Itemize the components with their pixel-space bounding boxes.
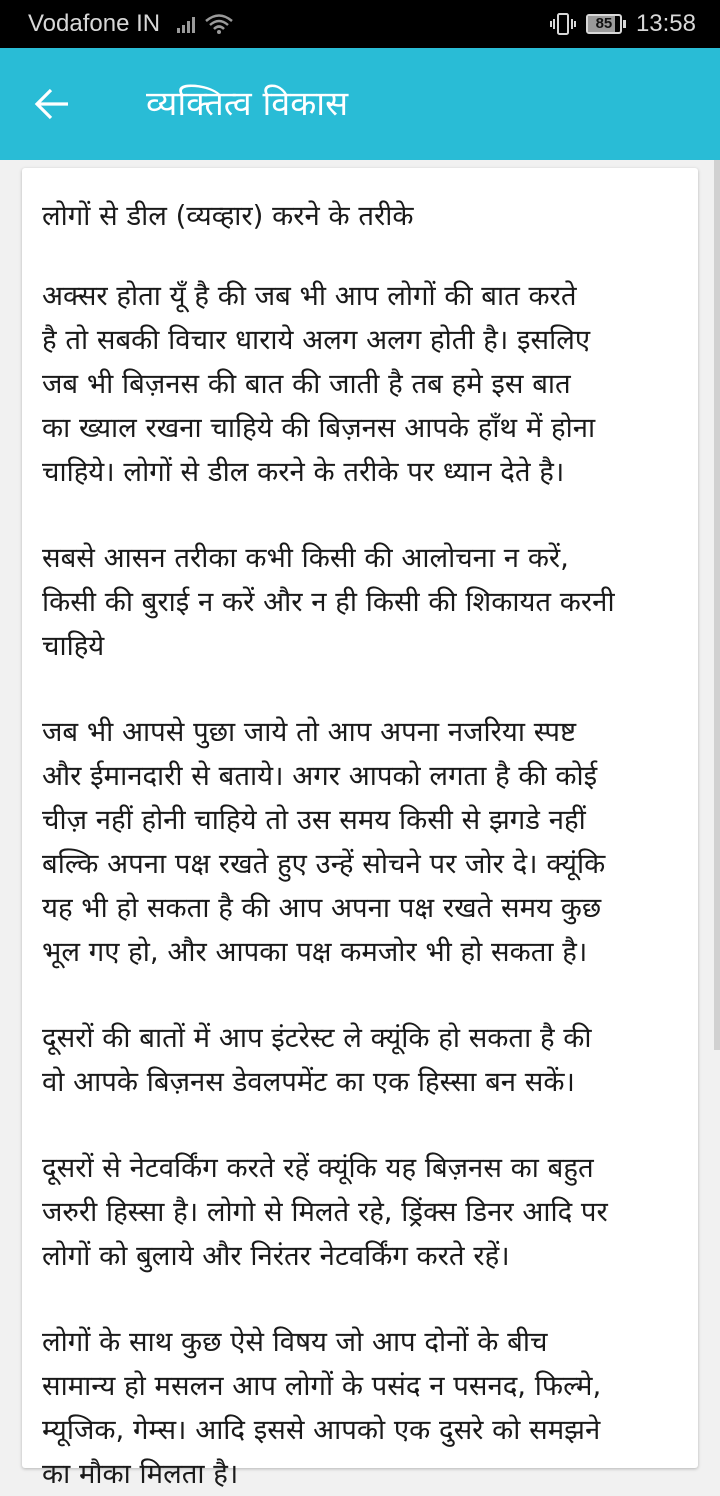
article-paragraph-6: लोगों के साथ कुछ ऐसे विषय जो आप दोनों के बीच सामान्य हो मसलन आप लोगों के पसंद न पसनद, फिल्मे, म्यूजिक, गेम्स। आदि इससे आपको एक दुसरे को समझने का मौका मिलता है।	[42, 1326, 602, 1490]
article-card	[22, 168, 698, 1490]
battery-level: 85	[595, 15, 613, 32]
article-heading: लोगों से डील (व्यव्हार) करने के तरीके	[42, 200, 414, 232]
wifi-icon	[204, 13, 234, 35]
article-body	[42, 194, 680, 1496]
vibrate-icon	[550, 12, 576, 36]
article-paragraph-5: दूसरों से नेटवर्किंग करते रहें क्यूंकि यह बिज़नस का बहुत जरुरी हिस्सा है। लोगो से मिलते रहे, ड्रिंक्स डिनर आदि पर लोगों को बुलाये और निरंतर नेटवर्किंग करते रहें।	[42, 1152, 608, 1272]
status-time: 13:58	[635, 10, 696, 37]
article-paragraph-3: जब भी आपसे पुछा जाये तो आप अपना नजरिया स्पष्ट और ईमानदारी से बताये। अगर आपको लगता है की कोई चीज़ नहीं होनी चाहिये तो उस समय किसी से झगडे नहीं बल्कि अपना पक्ष रखते हुए उन्हें सोचने पर जोर दे। क्यूंकि यह भी हो सकता है की आप अपना पक्ष रखते समय कुछ भूल गए हो, और आपका पक्ष कमजोर भी हो सकता है।	[42, 716, 606, 968]
battery-icon	[586, 14, 626, 34]
page-title: व्यक्तित्व विकास	[146, 84, 349, 124]
signal-icon	[176, 14, 198, 34]
article-paragraph-2: सबसे आसन तरीका कभी किसी की आलोचना न करें, किसी की बुराई न करें और न ही किसी की शिकायत करनी चाहिये	[42, 542, 615, 662]
status-right	[550, 10, 696, 38]
scrollbar[interactable]	[714, 160, 720, 1050]
status-bar	[0, 0, 720, 48]
battery-body	[586, 14, 622, 34]
battery-tip	[623, 20, 626, 28]
back-button[interactable]	[24, 76, 80, 132]
app-bar	[0, 48, 720, 160]
article-paragraph-1: अक्सर होता यूँ है की जब भी आप लोगों की बात करते है तो सबकी विचार धाराये अलग अलग होती है। इसलिए जब भी बिज़नस की बात की जाती है तब हमे इस बात का ख्याल रखना चाहिये की बिज़नस आपके हाँथ में होना चाहिये। लोगों से डील करने के तरीके पर ध्यान देते है।	[42, 280, 596, 488]
article-paragraph-4: दूसरों की बातों में आप इंटरेस्ट ले क्यूंकि हो सकता है की वो आपके बिज़नस डेवलपमेंट का एक हिस्सा बन सकें।	[42, 1022, 592, 1098]
status-left	[28, 10, 234, 38]
carrier-name: Vodafone IN	[28, 10, 161, 37]
arrow-left-icon	[34, 88, 70, 120]
